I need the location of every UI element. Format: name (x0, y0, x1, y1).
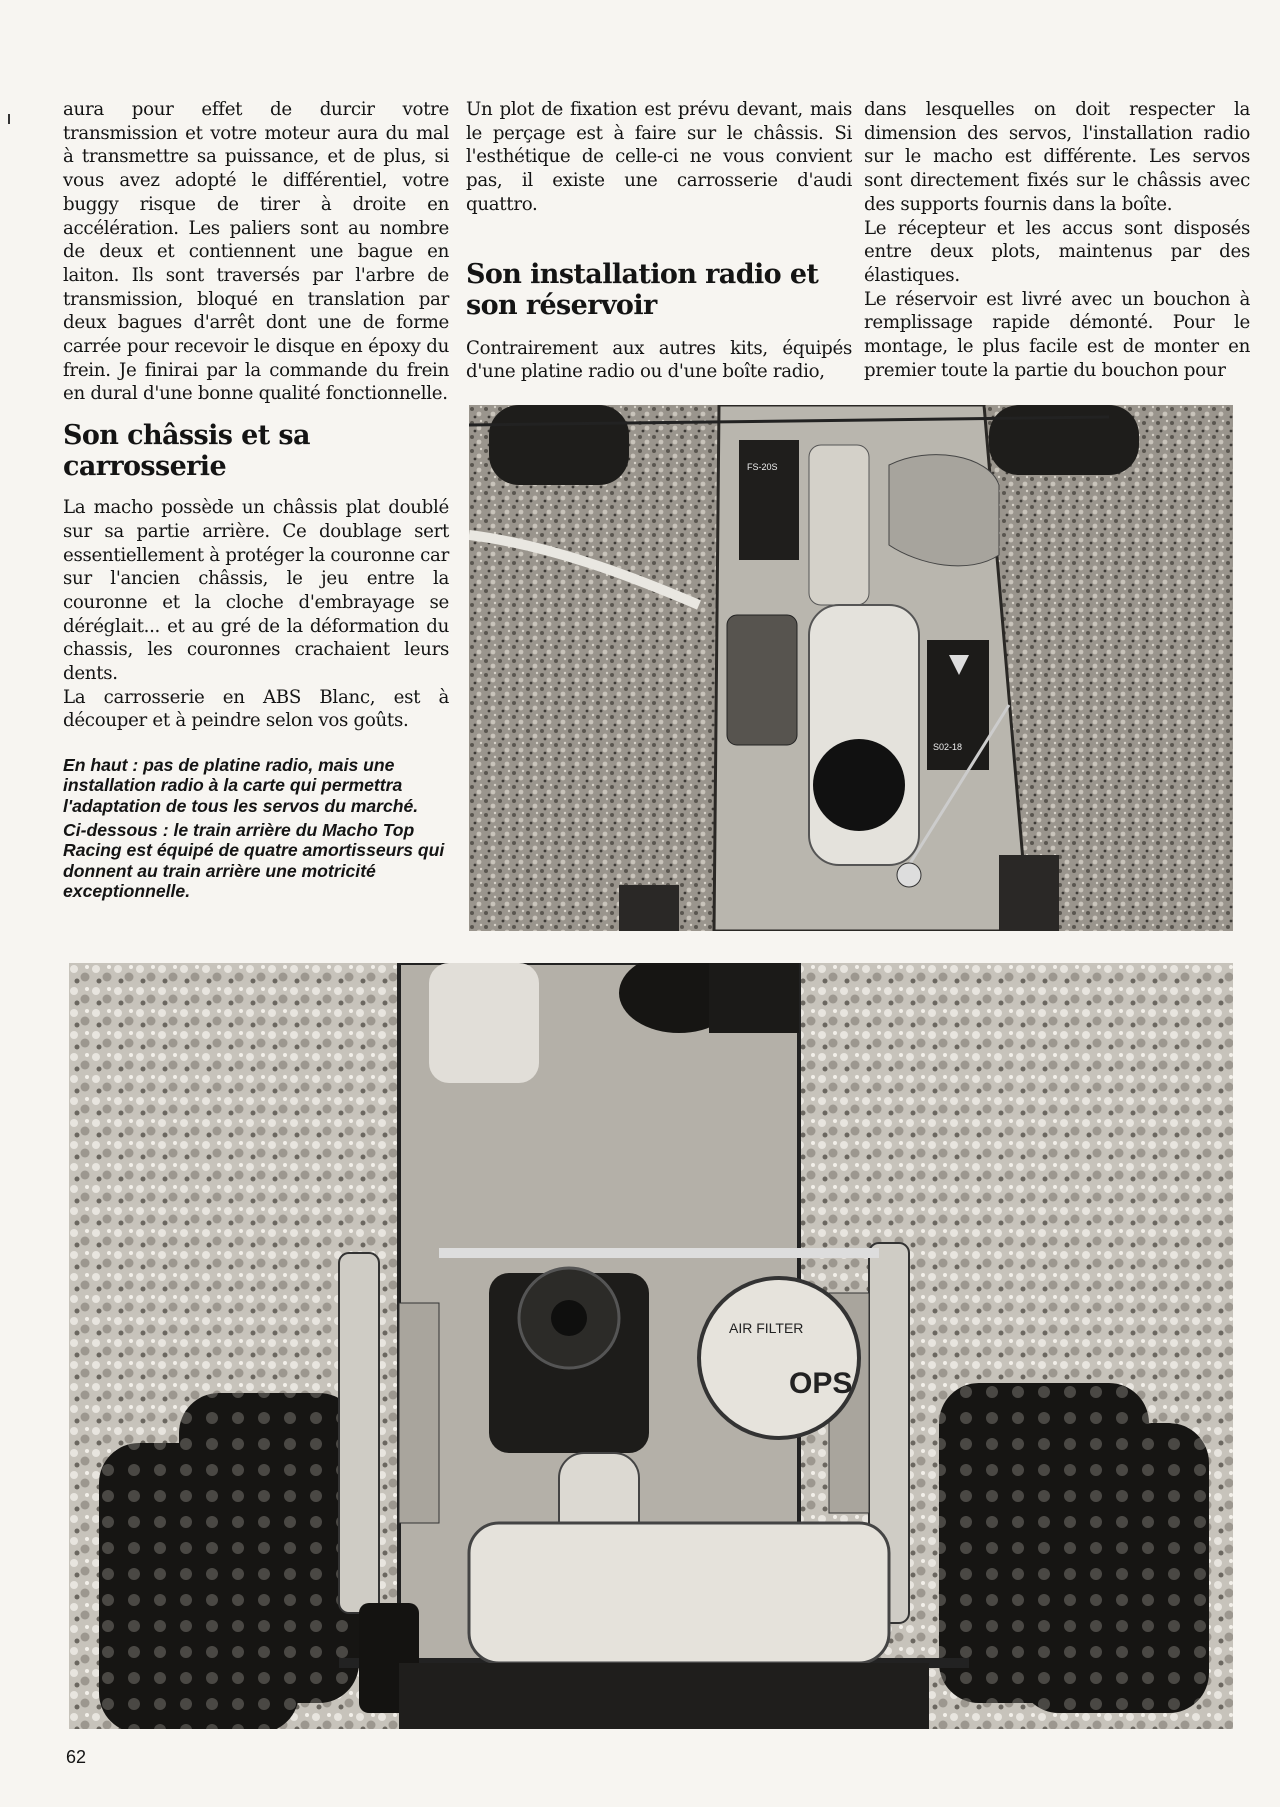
col3-paragraph-1: dans lesquelles on doit respecter la dimension des servos, l'installation radio sur le macho est différente. Les servos sont directement fixés sur le châssis avec des supports fournis dans la boîte. (864, 99, 1250, 215)
col2-paragraph-1: Un plot de fixation est prévu devant, mais le perçage est à faire sur le châssis. Si l'esthétique de celle-ci ne vous convient pas, il existe une carrosserie d'audi quattro. (466, 99, 852, 215)
caption-top-photo: En haut : pas de platine radio, mais une installation radio à la carte qui permettra l'adaptation de tous les servos du marché. (63, 755, 419, 816)
col3-paragraph-2: Le récepteur et les accus sont disposés entre deux plots, maintenus par des élastiques. (864, 217, 1250, 286)
heading-chassis: Son châssis et sa carrosserie (63, 420, 310, 483)
brand-label: OPS (789, 1367, 853, 1400)
servo-label-2: S02-18 (933, 742, 963, 752)
column-3 (864, 98, 1250, 382)
col1-paragraph-2: La macho possède un châssis plat doublé sur sa partie arrière. Ce doublage sert essentiellement à protéger la couronne car sur l'ancien châssis, le jeu entre la couronne et la cloche d'embrayage se déréglait... et au gré de la déformation du chassis, les couronnes crachaient leurs dents. (63, 497, 449, 685)
col1-paragraph-1: aura pour effet de durcir votre transmission et votre moteur aura du mal à transmettre sa puissance, et de plus, si vous avez adopté le différentiel, votre buggy risque de tirer à droite en accélération. Les paliers sont au nombre de deux et contiennent une bague en laiton. Ils sont traversés par l'arbre de transmission, bloqué en translation par deux bagues d'arrêt dont une de forme carrée pour recevoir le disque en époxy du frein. Je finirai par la commande du frein en dural d'une bonne qualité fonctionnelle. (63, 99, 449, 405)
photo-radio-installation-image (469, 405, 1233, 931)
photo-rear-train-image (69, 963, 1233, 1729)
column-2 (466, 98, 852, 384)
col1-paragraph-3: La carrosserie en ABS Blanc, est à découper et à peindre selon vos goûts. (63, 686, 449, 732)
column-1 (63, 98, 449, 901)
col2-paragraph-2: Contrairement aux autres kits, équipés d'une platine radio ou d'une boîte radio, (466, 337, 852, 383)
col3-paragraph-3: Le réservoir est livré avec un bouchon à remplissage rapide démonté. Pour le montage, le plus facile est de monter en premier toute la partie du bouchon pour (864, 288, 1250, 381)
caption-bottom-photo: Ci-dessous : le train arrière du Macho Top Racing est équipé de quatre amortisseurs qui donnent au train arrière une motricité exceptionnelle. (63, 820, 445, 901)
heading-radio: Son installation radio et son réservoir (466, 258, 819, 321)
margin-mark (8, 114, 10, 124)
photo-rear-train (69, 963, 1233, 1729)
photo-radio-installation (469, 405, 1233, 931)
page-number: 62 (66, 1747, 87, 1767)
servo-label-1: FS-20S (747, 462, 778, 472)
filter-label: AIR FILTER (729, 1320, 804, 1336)
